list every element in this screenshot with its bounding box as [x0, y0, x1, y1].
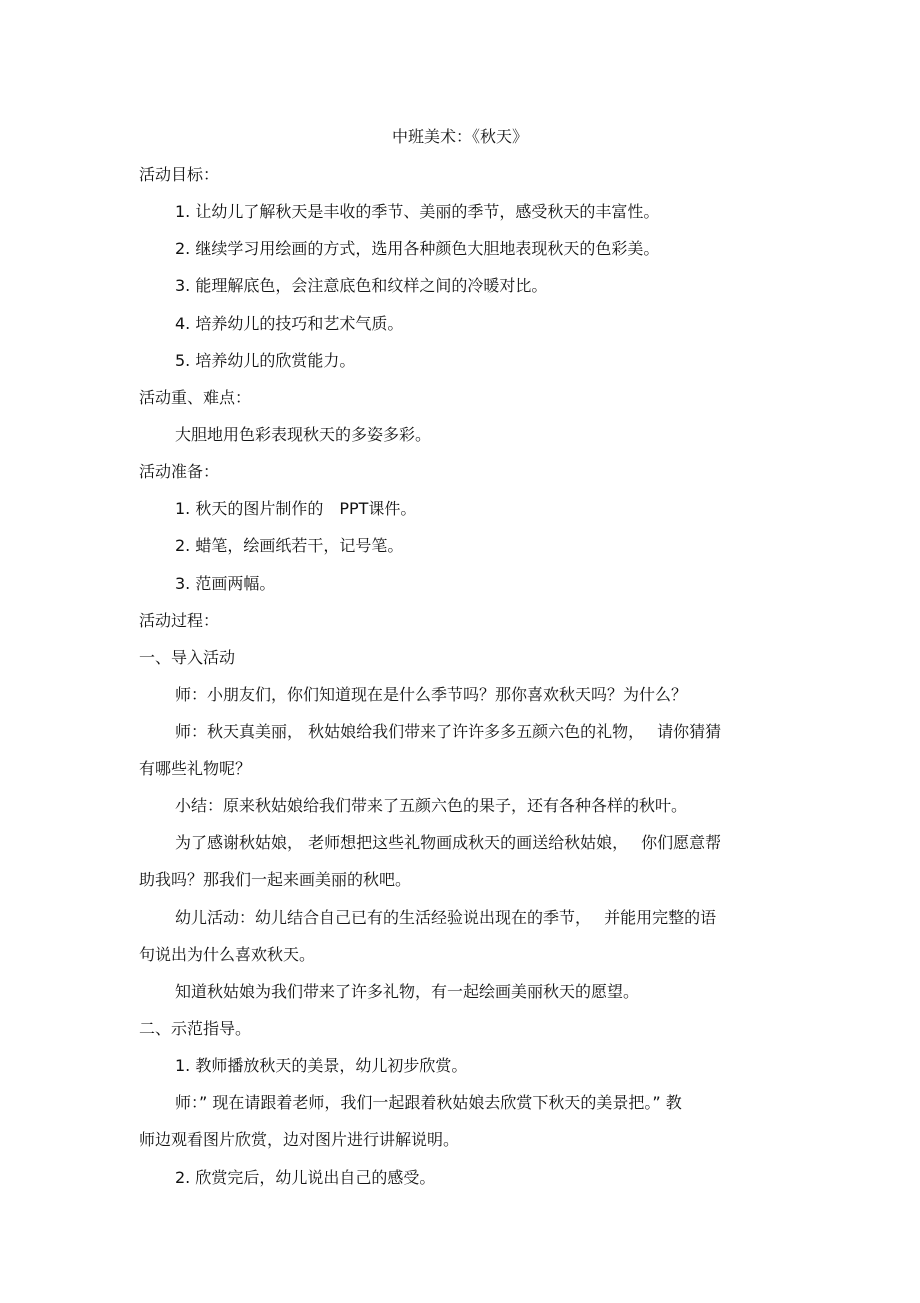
section1-paragraph-4-line-2: 助我吗？那我们一起来画美丽的秋吧。 — [139, 870, 412, 889]
goal-item-5: 5. 培养幼儿的欣赏能力。 — [175, 351, 356, 370]
goal-item-1: 1. 让幼儿了解秋天是丰收的季节、美丽的季节，感受秋天的丰富性。 — [175, 202, 660, 221]
key-heading: 活动重、难点： — [139, 388, 252, 407]
section2-paragraph-1: 1. 教师播放秋天的美景，幼儿初步欣赏。 — [175, 1056, 468, 1075]
section2-paragraph-2-line-2: 师边观看图片欣赏，边对图片进行讲解说明。 — [139, 1130, 460, 1149]
prep-item-3: 3. 范画两幅。 — [175, 574, 276, 593]
section2-paragraph-3: 2. 欣赏完后，幼儿说出自己的感受。 — [175, 1168, 436, 1187]
prep-heading: 活动准备： — [139, 462, 220, 481]
process-heading: 活动过程： — [139, 611, 220, 630]
section2-heading: 二、示范指导。 — [139, 1019, 252, 1038]
section1-paragraph-4-line-1: 为了感谢秋姑娘， 老师想把这些礼物画成秋天的画送给秋姑娘， 你们愿意帮 — [175, 833, 722, 852]
goal-item-3: 3. 能理解底色，会注意底色和纹样之间的冷暖对比。 — [175, 276, 548, 295]
section1-paragraph-2-line-2: 有哪些礼物呢？ — [139, 759, 252, 778]
section1-paragraph-5-line-2: 句说出为什么喜欢秋天。 — [139, 945, 316, 964]
section1-heading: 一、导入活动 — [139, 648, 236, 667]
section1-paragraph-2-line-1: 师：秋天真美丽， 秋姑娘给我们带来了许许多多五颜六色的礼物， 请你猜猜 — [175, 722, 722, 741]
section1-summary: 小结：原来秋姑娘给我们带来了五颜六色的果子，还有各种各样的秋叶。 — [175, 796, 688, 815]
goals-heading: 活动目标： — [139, 165, 220, 184]
section1-paragraph-6: 知道秋姑娘为我们带来了许多礼物，有一起绘画美丽秋天的愿望。 — [175, 982, 640, 1001]
goal-item-4: 4. 培养幼儿的技巧和艺术气质。 — [175, 314, 404, 333]
key-text: 大胆地用色彩表现秋天的多姿多彩。 — [175, 425, 432, 444]
section1-paragraph-1: 师：小朋友们，你们知道现在是什么季节吗？那你喜欢秋天吗？为什么？ — [175, 685, 688, 704]
goal-item-2: 2. 继续学习用绘画的方式，选用各种颜色大胆地表现秋天的色彩美。 — [175, 239, 660, 258]
page-title: 中班美术：《秋天》 — [391, 127, 528, 146]
prep-item-2: 2. 蜡笔，绘画纸若干，记号笔。 — [175, 536, 404, 555]
prep-item-1: 1. 秋天的图片制作的 PPT课件。 — [175, 499, 417, 518]
section2-paragraph-2-line-1: 师：” 现在请跟着老师，我们一起跟着秋姑娘去欣赏下秋天的美景把。” 教 — [175, 1093, 682, 1112]
section1-paragraph-5-line-1: 幼儿活动：幼儿结合自己已有的生活经验说出现在的季节， 并能用完整的语 — [175, 908, 717, 927]
